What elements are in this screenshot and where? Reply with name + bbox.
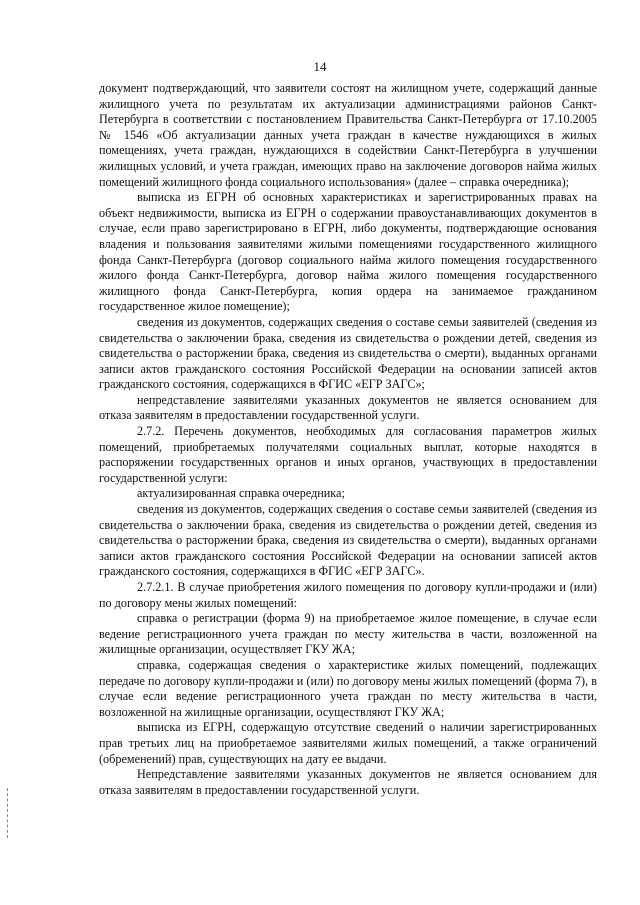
paragraph-10: справка, содержащая сведения о характеристике жилых помещений, подлежащих передаче по договору купли-продажи и (или) по договору мены жилых помещений (форма 7), в случае если ведение регистрационного учета граждан по месту жительства в части, возложенной на жилищные организации, осуществляют ГКУ ЖА; <box>99 657 597 719</box>
paragraph-3: сведения из документов, содержащих сведения о составе семьи заявителей (сведения из свидетельства о заключении брака, сведения из свидетельства о рождении детей, сведения из свидетельства о расторжении брака, сведения из свидетельства о смерти), выданных органами записи актов гражданского состояния Российской Федерации на основании записей актов гражданского состояния, содержащихся в ФГИС «ЕГР ЗАГС»; <box>99 314 597 392</box>
paragraph-1: документ подтверждающий, что заявители состоят на жилищном учете, содержащий данные жилищного учета по результатам их актуализации администрациями районов Санкт-Петербурга в соответствии с постановлением Правительства Санкт-Петербурга от 17.10.2005 № 1546 «Об актуализации данных учета граждан в качестве нуждающихся в жилых помещениях, учета граждан, нуждающихся в содействии Санкт-Петербурга в улучшении жилищных условий, и учета граждан, имеющих право на заключение договоров найма жилых помещений жилищного фонда социального использования» (далее – справка очередника); <box>99 81 597 189</box>
body-text <box>99 81 597 798</box>
margin-scan-mark <box>7 788 9 838</box>
paragraph-2: выписка из ЕГРН об основных характеристиках и зарегистрированных правах на объект недвижимости, выписка из ЕГРН о содержании правоустанавливающих документов в случае, если право зарегистрировано в ЕГРН, либо документы, подтверждающие основания владения и пользования заявителями жилыми помещениями государственного жилищного фонда Санкт-Петербурга (договор социального найма жилого помещения государственного жилого фонда Санкт-Петербурга, договор найма жилого помещения государственного жилищного фонда Санкт-Петербурга, копия ордера на занимаемое гражданином государственное жилое помещение); <box>99 190 597 314</box>
paragraph-7: сведения из документов, содержащих сведения о составе семьи заявителей (сведения из свидетельства о заключении брака, сведения из свидетельства о рождении детей, сведения из свидетельства о расторжении брака, сведения из свидетельства о смерти), выданных органами записи актов гражданского состояния Российской Федерации на основании записей актов гражданского состояния, содержащихся в ФГИС «ЕГР ЗАГС». <box>99 502 597 579</box>
paragraph-12: Непредставление заявителями указанных документов не является основанием для отказа заявителям в предоставлении государственной услуги. <box>99 767 597 797</box>
paragraph-11: выписка из ЕГРН, содержащую отсутствие сведений о наличии зарегистрированных прав третьих лиц на приобретаемое заявителями жилых помещений, а также ограничений (обременений) прав, существующих на дату ее выдачи. <box>99 720 597 766</box>
paragraph-8: 2.7.2.1. В случае приобретения жилого помещения по договору купли-продажи и (или) по договору мены жилых помещений: <box>99 580 597 610</box>
paragraph-5: 2.7.2. Перечень документов, необходимых для согласования параметров жилых помещений, приобретаемых получателями социальных выплат, которые находятся в распоряжении государственных органов и иных органов, участвующих в предоставлении государственной услуги: <box>99 424 597 485</box>
paragraph-9: справка о регистрации (форма 9) на приобретаемое жилое помещение, в случае если ведение регистрационного учета граждан по месту жительства в части, возложенной на жилищные организации, осуществляет ГКУ ЖА; <box>99 611 597 657</box>
paragraph-6: актуализированная справка очередника; <box>137 486 345 501</box>
paragraph-4: непредставление заявителями указанных документов не является основанием для отказа заявителям в предоставлении государственной услуги. <box>99 392 597 423</box>
page-number: 14 <box>313 59 327 74</box>
